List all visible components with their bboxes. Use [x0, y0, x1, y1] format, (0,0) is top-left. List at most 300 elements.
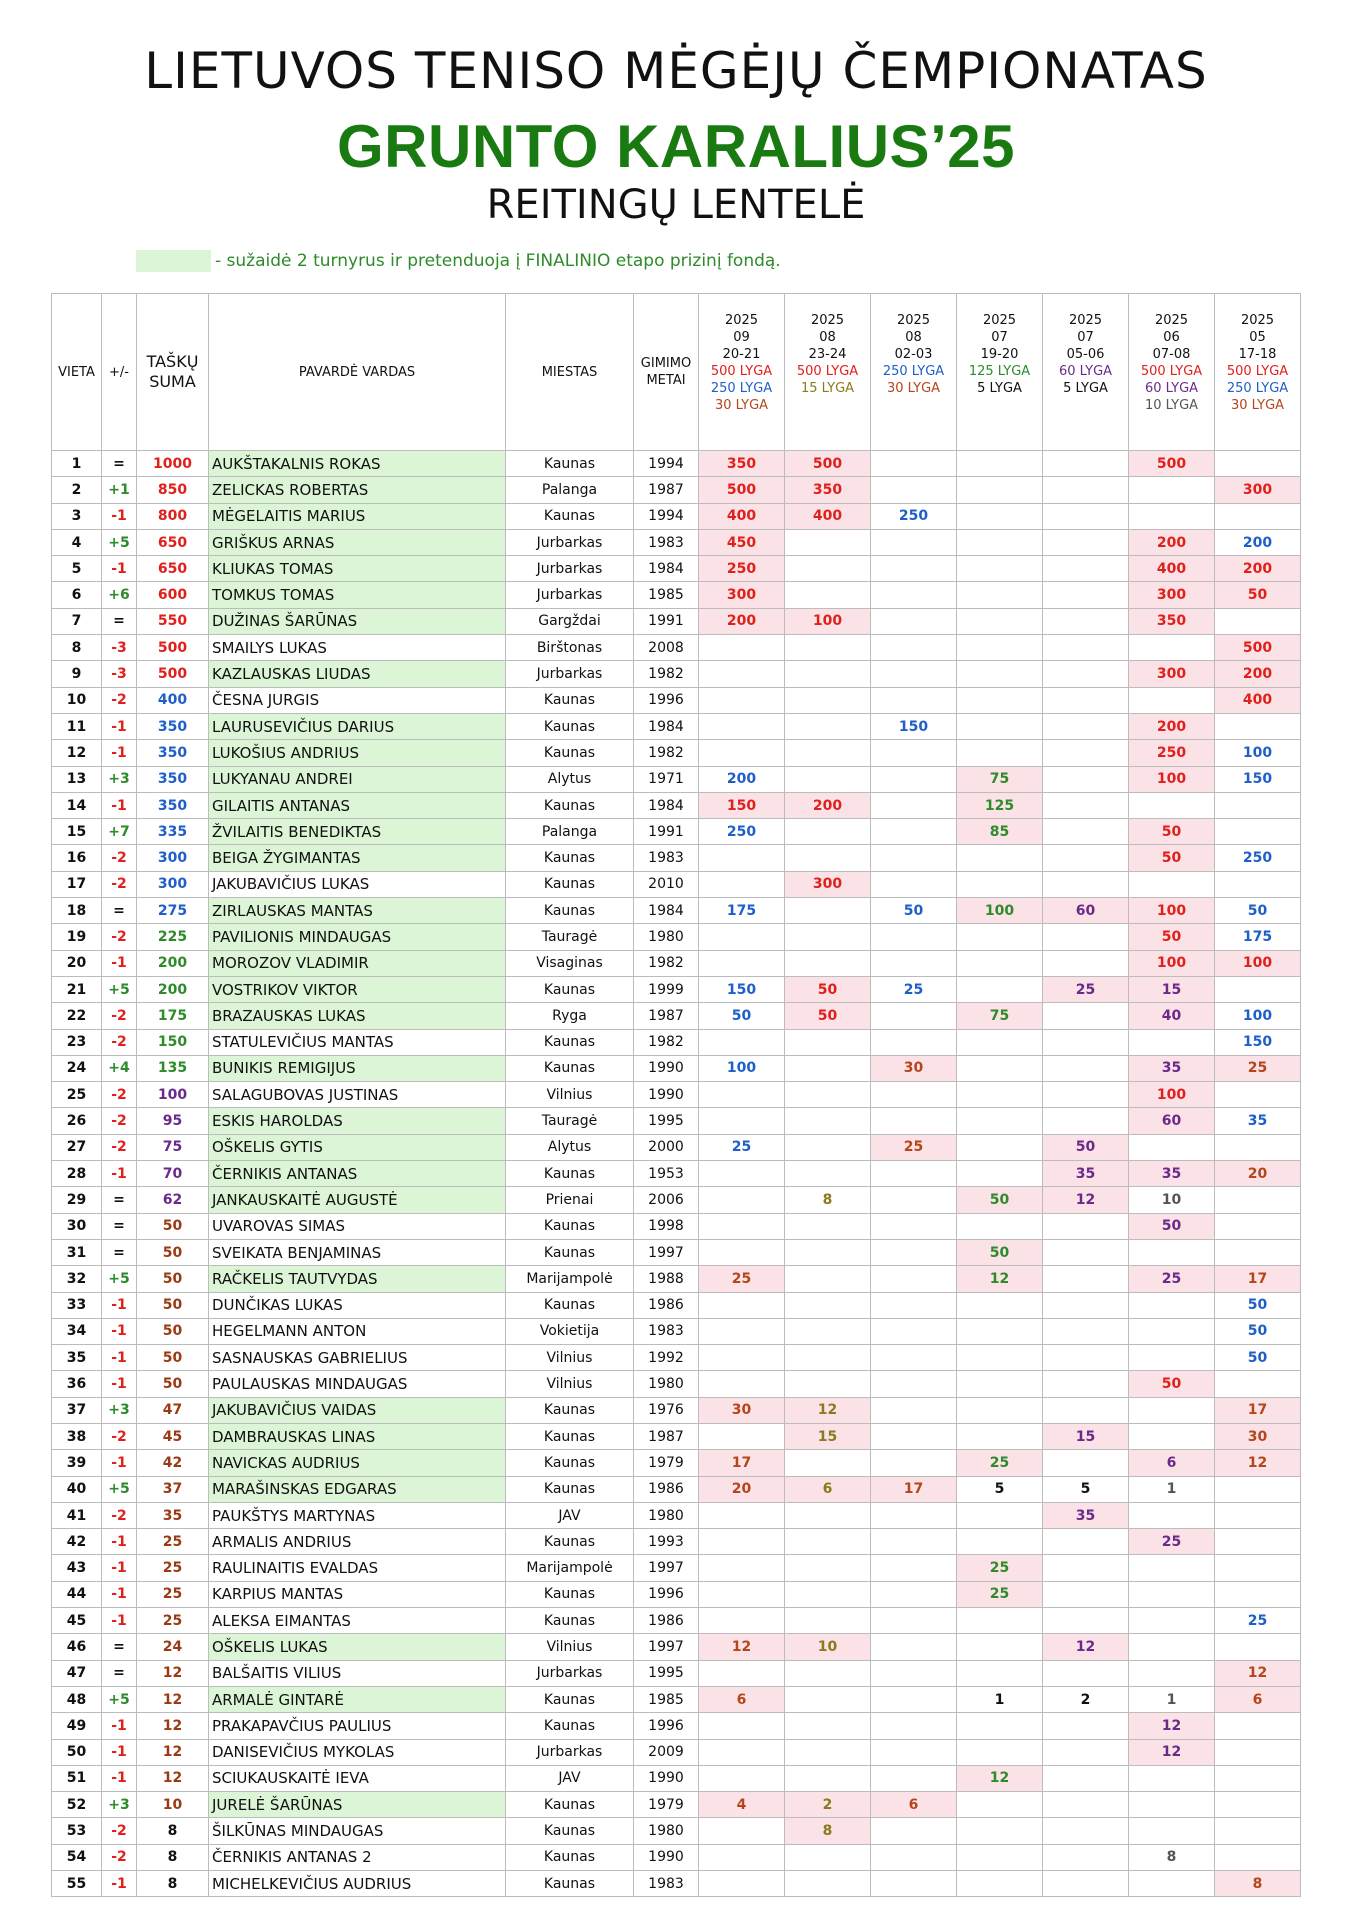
city-cell: Kaunas: [506, 1239, 634, 1265]
event-points-cell: 85: [957, 819, 1043, 845]
birth-year-cell: 2010: [634, 871, 699, 897]
event-points-cell: 6: [1129, 1450, 1215, 1476]
event-points-cell: 100: [1129, 766, 1215, 792]
event-points-cell-empty: [871, 845, 957, 871]
change-cell: -1: [102, 503, 137, 529]
event-points-cell-empty: [957, 1660, 1043, 1686]
table-row: [52, 1608, 1301, 1634]
event-points-cell-empty: [699, 1345, 785, 1371]
event-points-cell: 250: [699, 819, 785, 845]
change-cell: -1: [102, 1555, 137, 1581]
event-points-cell: 100: [1215, 950, 1301, 976]
change-cell: +3: [102, 1397, 137, 1423]
city-cell: Kaunas: [506, 976, 634, 1002]
event-points-cell-empty: [1215, 1187, 1301, 1213]
birth-year-cell: 1984: [634, 792, 699, 818]
player-name-cell: ŽVILAITIS BENEDIKTAS: [209, 819, 506, 845]
change-cell: -2: [102, 1844, 137, 1870]
player-name-cell: PAUKŠTYS MARTYNAS: [209, 1502, 506, 1528]
col-event-1: [699, 294, 785, 451]
table-row: [52, 1660, 1301, 1686]
event-points-cell-empty: [957, 1345, 1043, 1371]
event-points-cell-empty: [957, 950, 1043, 976]
event-points-cell-empty: [957, 1318, 1043, 1344]
event-points-cell: 50: [1129, 1213, 1215, 1239]
event-points-cell-empty: [1215, 1213, 1301, 1239]
event-points-cell-empty: [871, 1029, 957, 1055]
event-points-cell-empty: [699, 1502, 785, 1528]
event-points-cell-empty: [957, 1397, 1043, 1423]
event-points-cell-empty: [1043, 1082, 1129, 1108]
city-cell: Vilnius: [506, 1345, 634, 1371]
change-cell: =: [102, 1187, 137, 1213]
city-cell: Alytus: [506, 1134, 634, 1160]
event-points-cell-empty: [871, 1345, 957, 1371]
event-points-cell-empty: [1129, 1871, 1215, 1897]
event-points-cell: 25: [1129, 1529, 1215, 1555]
city-cell: Kaunas: [506, 1871, 634, 1897]
table-row: [52, 792, 1301, 818]
event-points-cell-empty: [957, 451, 1043, 477]
event-points-cell: 1: [1129, 1686, 1215, 1712]
table-row: [52, 766, 1301, 792]
event-points-cell-empty: [785, 1292, 871, 1318]
event-points-cell-empty: [785, 1318, 871, 1344]
points-sum-cell: 8: [137, 1871, 209, 1897]
city-cell: Kaunas: [506, 713, 634, 739]
col-sum: [137, 294, 209, 451]
event-points-cell-empty: [1043, 1739, 1129, 1765]
birth-year-cell: 1987: [634, 477, 699, 503]
event-points-cell: 50: [1129, 845, 1215, 871]
event-points-cell-empty: [1043, 1292, 1129, 1318]
points-sum-cell: 50: [137, 1345, 209, 1371]
event-points-cell: 250: [871, 503, 957, 529]
event-points-cell-empty: [699, 661, 785, 687]
player-name-cell: BUNIKIS REMIGIJUS: [209, 1055, 506, 1081]
place-cell: 32: [52, 1266, 102, 1292]
event-points-cell-empty: [957, 1292, 1043, 1318]
event-points-cell-empty: [785, 1608, 871, 1634]
points-sum-cell: 50: [137, 1292, 209, 1318]
event-points-cell-empty: [957, 477, 1043, 503]
event-points-cell: 150: [699, 792, 785, 818]
event-points-cell: 60: [1129, 1108, 1215, 1134]
event-points-cell-empty: [871, 1292, 957, 1318]
city-cell: Kaunas: [506, 845, 634, 871]
change-cell: -2: [102, 1502, 137, 1528]
place-cell: 16: [52, 845, 102, 871]
points-sum-cell: 350: [137, 766, 209, 792]
event-points-cell-empty: [1215, 451, 1301, 477]
event-points-cell: 35: [1043, 1502, 1129, 1528]
event-header-line: 2025: [724, 313, 759, 328]
table-header-row: [52, 294, 1301, 451]
birth-year-cell: 1998: [634, 1213, 699, 1239]
place-cell: 33: [52, 1292, 102, 1318]
player-name-cell: ČERNIKIS ANTANAS: [209, 1161, 506, 1187]
points-sum-cell: 135: [137, 1055, 209, 1081]
event-points-cell-empty: [871, 924, 957, 950]
table-row: [52, 976, 1301, 1002]
event-points-cell-empty: [1043, 1055, 1129, 1081]
city-cell: Kaunas: [506, 1818, 634, 1844]
event-points-cell-empty: [1129, 635, 1215, 661]
championship-title: LIETUVOS TENISO MĖGĖJŲ ČEMPIONATAS: [144, 42, 1208, 100]
city-cell: Kaunas: [506, 1423, 634, 1449]
change-cell: -1: [102, 1450, 137, 1476]
event-points-cell: 6: [1215, 1686, 1301, 1712]
event-points-cell: 25: [699, 1266, 785, 1292]
points-sum-cell: 75: [137, 1134, 209, 1160]
event-header-line: 30 LYGA: [886, 381, 941, 396]
event-points-cell-empty: [699, 1713, 785, 1739]
player-name-cell: JURELĖ ŠARŪNAS: [209, 1792, 506, 1818]
event-points-cell-empty: [1215, 1765, 1301, 1791]
event-points-cell: 60: [1043, 898, 1129, 924]
event-header-line: 2025: [810, 313, 845, 328]
place-cell: 42: [52, 1529, 102, 1555]
city-cell: Jurbarkas: [506, 661, 634, 687]
event-points-cell-empty: [1043, 1844, 1129, 1870]
city-cell: Vilnius: [506, 1082, 634, 1108]
event-points-cell-empty: [1215, 1555, 1301, 1581]
place-cell: 1: [52, 451, 102, 477]
player-name-cell: OŠKELIS GYTIS: [209, 1134, 506, 1160]
birth-year-cell: 1980: [634, 924, 699, 950]
place-cell: 24: [52, 1055, 102, 1081]
city-cell: Kaunas: [506, 740, 634, 766]
place-cell: 34: [52, 1318, 102, 1344]
event-points-cell-empty: [1215, 819, 1301, 845]
event-points-cell: 6: [871, 1792, 957, 1818]
event-points-cell: 25: [957, 1555, 1043, 1581]
event-points-cell-empty: [1215, 1713, 1301, 1739]
event-header-line: 05: [1249, 330, 1266, 345]
change-cell: =: [102, 1634, 137, 1660]
event-points-cell-empty: [957, 1161, 1043, 1187]
change-cell: -3: [102, 635, 137, 661]
table-row: [52, 1686, 1301, 1712]
event-points-cell: 50: [1215, 1318, 1301, 1344]
event-points-cell: 8: [785, 1818, 871, 1844]
event-points-cell-empty: [785, 1765, 871, 1791]
place-cell: 8: [52, 635, 102, 661]
points-sum-cell: 35: [137, 1502, 209, 1528]
city-cell: Kaunas: [506, 451, 634, 477]
points-sum-cell: 12: [137, 1686, 209, 1712]
change-cell: -1: [102, 1318, 137, 1344]
event-points-cell-empty: [699, 1082, 785, 1108]
event-points-cell: 500: [1215, 635, 1301, 661]
event-points-cell-empty: [699, 1844, 785, 1870]
player-name-cell: DUNČIKAS LUKAS: [209, 1292, 506, 1318]
table-row: [52, 1713, 1301, 1739]
points-sum-cell: 650: [137, 529, 209, 555]
table-row: [52, 1423, 1301, 1449]
event-points-cell-empty: [957, 1213, 1043, 1239]
points-sum-cell: 100: [137, 1082, 209, 1108]
event-points-cell-empty: [1129, 1792, 1215, 1818]
change-cell: -2: [102, 1134, 137, 1160]
event-points-cell: 50: [957, 1239, 1043, 1265]
event-points-cell-empty: [785, 1581, 871, 1607]
change-cell: -1: [102, 1739, 137, 1765]
event-points-cell-empty: [871, 1608, 957, 1634]
event-points-cell: 5: [1043, 1476, 1129, 1502]
table-row: [52, 661, 1301, 687]
event-points-cell-empty: [785, 1450, 871, 1476]
player-name-cell: UVAROVAS SIMAS: [209, 1213, 506, 1239]
event-points-cell-empty: [871, 1371, 957, 1397]
city-cell: Palanga: [506, 819, 634, 845]
event-header-line: 2025: [896, 313, 931, 328]
event-points-cell-empty: [871, 1239, 957, 1265]
change-cell: -2: [102, 1029, 137, 1055]
event-points-cell-empty: [871, 1397, 957, 1423]
event-points-cell-empty: [957, 1818, 1043, 1844]
birth-year-cell: 1986: [634, 1292, 699, 1318]
place-cell: 40: [52, 1476, 102, 1502]
place-cell: 37: [52, 1397, 102, 1423]
ranking-table-title: REITINGŲ LENTELĖ: [486, 182, 866, 228]
event-points-cell-empty: [699, 1213, 785, 1239]
birth-year-cell: 1997: [634, 1634, 699, 1660]
event-points-cell: 25: [871, 976, 957, 1002]
player-name-cell: LUKOŠIUS ANDRIUS: [209, 740, 506, 766]
event-points-cell-empty: [871, 1187, 957, 1213]
city-cell: Marijampolė: [506, 1266, 634, 1292]
event-points-cell: 1: [1129, 1476, 1215, 1502]
event-points-cell-empty: [699, 1608, 785, 1634]
event-header-line: 500 LYGA: [1140, 364, 1203, 379]
birth-year-cell: 1987: [634, 1003, 699, 1029]
points-sum-cell: 650: [137, 556, 209, 582]
event-points-cell: 10: [785, 1634, 871, 1660]
event-points-cell-empty: [785, 845, 871, 871]
city-cell: Ryga: [506, 1003, 634, 1029]
event-points-cell: 100: [1215, 1003, 1301, 1029]
event-points-cell-empty: [1043, 1871, 1129, 1897]
place-cell: 23: [52, 1029, 102, 1055]
event-points-cell-empty: [785, 766, 871, 792]
col-year-line1: GIMIMO: [640, 356, 692, 371]
place-cell: 53: [52, 1818, 102, 1844]
place-cell: 22: [52, 1003, 102, 1029]
event-points-cell: 15: [1043, 1423, 1129, 1449]
table-row: [52, 582, 1301, 608]
place-cell: 15: [52, 819, 102, 845]
place-cell: 11: [52, 713, 102, 739]
player-name-cell: SVEIKATA BENJAMINAS: [209, 1239, 506, 1265]
city-cell: Kaunas: [506, 898, 634, 924]
place-cell: 21: [52, 976, 102, 1002]
table-row: [52, 950, 1301, 976]
place-cell: 29: [52, 1187, 102, 1213]
points-sum-cell: 12: [137, 1765, 209, 1791]
table-row: [52, 1765, 1301, 1791]
event-points-cell-empty: [699, 845, 785, 871]
event-points-cell-empty: [699, 1739, 785, 1765]
change-cell: -1: [102, 1871, 137, 1897]
event-points-cell-empty: [1043, 1266, 1129, 1292]
event-points-cell-empty: [957, 1739, 1043, 1765]
event-points-cell: 25: [1129, 1266, 1215, 1292]
place-cell: 10: [52, 687, 102, 713]
city-cell: Kaunas: [506, 1292, 634, 1318]
event-header-line: 60 LYGA: [1058, 364, 1113, 379]
city-cell: Kaunas: [506, 1844, 634, 1870]
event-points-cell: 50: [1043, 1134, 1129, 1160]
change-cell: -2: [102, 845, 137, 871]
event-points-cell-empty: [957, 1423, 1043, 1449]
city-cell: Prienai: [506, 1187, 634, 1213]
event-points-cell: 20: [699, 1476, 785, 1502]
birth-year-cell: 1990: [634, 1844, 699, 1870]
event-points-cell-empty: [1043, 503, 1129, 529]
event-points-cell-empty: [871, 1739, 957, 1765]
city-cell: Gargždai: [506, 608, 634, 634]
event-points-cell: 12: [957, 1765, 1043, 1791]
player-name-cell: OŠKELIS LUKAS: [209, 1634, 506, 1660]
place-cell: 49: [52, 1713, 102, 1739]
event-points-cell: 50: [785, 1003, 871, 1029]
event-points-cell-empty: [1215, 871, 1301, 897]
event-points-cell-empty: [1129, 1423, 1215, 1449]
event-points-cell: 400: [699, 503, 785, 529]
points-sum-cell: 1000: [137, 451, 209, 477]
change-cell: -1: [102, 1161, 137, 1187]
city-cell: Jurbarkas: [506, 1660, 634, 1686]
table-row: [52, 1003, 1301, 1029]
event-points-cell-empty: [871, 740, 957, 766]
birth-year-cell: 1990: [634, 1082, 699, 1108]
event-points-cell-empty: [871, 635, 957, 661]
player-name-cell: PRAKAPAVČIUS PAULIUS: [209, 1713, 506, 1739]
event-points-cell-empty: [1215, 1134, 1301, 1160]
event-points-cell-empty: [871, 819, 957, 845]
event-points-cell-empty: [785, 1134, 871, 1160]
event-points-cell-empty: [871, 1213, 957, 1239]
place-cell: 38: [52, 1423, 102, 1449]
change-cell: =: [102, 1239, 137, 1265]
event-points-cell: 125: [957, 792, 1043, 818]
event-points-cell-empty: [871, 661, 957, 687]
event-points-cell: 50: [1129, 819, 1215, 845]
event-points-cell-empty: [785, 1739, 871, 1765]
table-row: [52, 1818, 1301, 1844]
player-name-cell: TOMKUS TOMAS: [209, 582, 506, 608]
event-points-cell-empty: [1043, 1713, 1129, 1739]
event-points-cell-empty: [1043, 766, 1129, 792]
change-cell: +1: [102, 477, 137, 503]
table-row: [52, 1371, 1301, 1397]
player-name-cell: VOSTRIKOV VIKTOR: [209, 976, 506, 1002]
event-points-cell-empty: [957, 687, 1043, 713]
event-points-cell-empty: [871, 1634, 957, 1660]
event-points-cell-empty: [785, 1108, 871, 1134]
birth-year-cell: 1982: [634, 1029, 699, 1055]
event-points-cell: 17: [699, 1450, 785, 1476]
table-row: [52, 477, 1301, 503]
event-points-cell-empty: [699, 1239, 785, 1265]
event-points-cell-empty: [785, 635, 871, 661]
city-cell: Alytus: [506, 766, 634, 792]
birth-year-cell: 1984: [634, 898, 699, 924]
event-points-cell-empty: [785, 687, 871, 713]
event-points-cell-empty: [1043, 529, 1129, 555]
event-points-cell-empty: [1043, 1397, 1129, 1423]
points-sum-cell: 335: [137, 819, 209, 845]
player-name-cell: ČESNA JURGIS: [209, 687, 506, 713]
city-cell: Kaunas: [506, 1529, 634, 1555]
player-name-cell: ŠILKŪNAS MINDAUGAS: [209, 1818, 506, 1844]
event-points-cell-empty: [785, 950, 871, 976]
birth-year-cell: 1994: [634, 451, 699, 477]
table-row: [52, 1239, 1301, 1265]
event-points-cell-empty: [871, 1450, 957, 1476]
event-points-cell: 12: [1215, 1660, 1301, 1686]
event-points-cell: 50: [785, 976, 871, 1002]
col-event-3: [871, 294, 957, 451]
points-sum-cell: 10: [137, 1792, 209, 1818]
points-sum-cell: 800: [137, 503, 209, 529]
birth-year-cell: 1982: [634, 661, 699, 687]
table-row: [52, 1318, 1301, 1344]
table-row: [52, 635, 1301, 661]
event-points-cell: 400: [1215, 687, 1301, 713]
event-header-line: 06: [1163, 330, 1180, 345]
place-cell: 46: [52, 1634, 102, 1660]
event-points-cell-empty: [871, 687, 957, 713]
event-header-line: 5 LYGA: [977, 381, 1022, 396]
event-points-cell: 10: [1129, 1187, 1215, 1213]
event-points-cell-empty: [1043, 608, 1129, 634]
birth-year-cell: 1996: [634, 1581, 699, 1607]
event-points-cell-empty: [1043, 845, 1129, 871]
event-points-cell: 4: [699, 1792, 785, 1818]
points-sum-cell: 50: [137, 1239, 209, 1265]
event-header-line: 09: [733, 330, 750, 345]
event-points-cell-empty: [1043, 582, 1129, 608]
table-row: [52, 1082, 1301, 1108]
event-points-cell-empty: [871, 1871, 957, 1897]
table-row: [52, 1581, 1301, 1607]
event-points-cell-empty: [785, 1660, 871, 1686]
event-points-cell-empty: [1043, 635, 1129, 661]
table-row: [52, 1502, 1301, 1528]
player-name-cell: LAURUSEVIČIUS DARIUS: [209, 713, 506, 739]
col-city: MIESTAS: [506, 294, 634, 451]
event-points-cell: 300: [785, 871, 871, 897]
place-cell: 50: [52, 1739, 102, 1765]
event-points-cell-empty: [1215, 1239, 1301, 1265]
event-points-cell-empty: [785, 1844, 871, 1870]
event-points-cell-empty: [957, 608, 1043, 634]
event-points-cell-empty: [1215, 792, 1301, 818]
player-name-cell: MOROZOV VLADIMIR: [209, 950, 506, 976]
player-name-cell: DANISEVIČIUS MYKOLAS: [209, 1739, 506, 1765]
points-sum-cell: 62: [137, 1187, 209, 1213]
points-sum-cell: 350: [137, 740, 209, 766]
event-points-cell-empty: [1043, 1529, 1129, 1555]
event-points-cell-empty: [871, 1844, 957, 1870]
player-name-cell: PAULAUSKAS MINDAUGAS: [209, 1371, 506, 1397]
event-points-cell-empty: [957, 556, 1043, 582]
event-points-cell: 50: [1215, 898, 1301, 924]
points-sum-cell: 25: [137, 1608, 209, 1634]
player-name-cell: PAVILIONIS MINDAUGAS: [209, 924, 506, 950]
